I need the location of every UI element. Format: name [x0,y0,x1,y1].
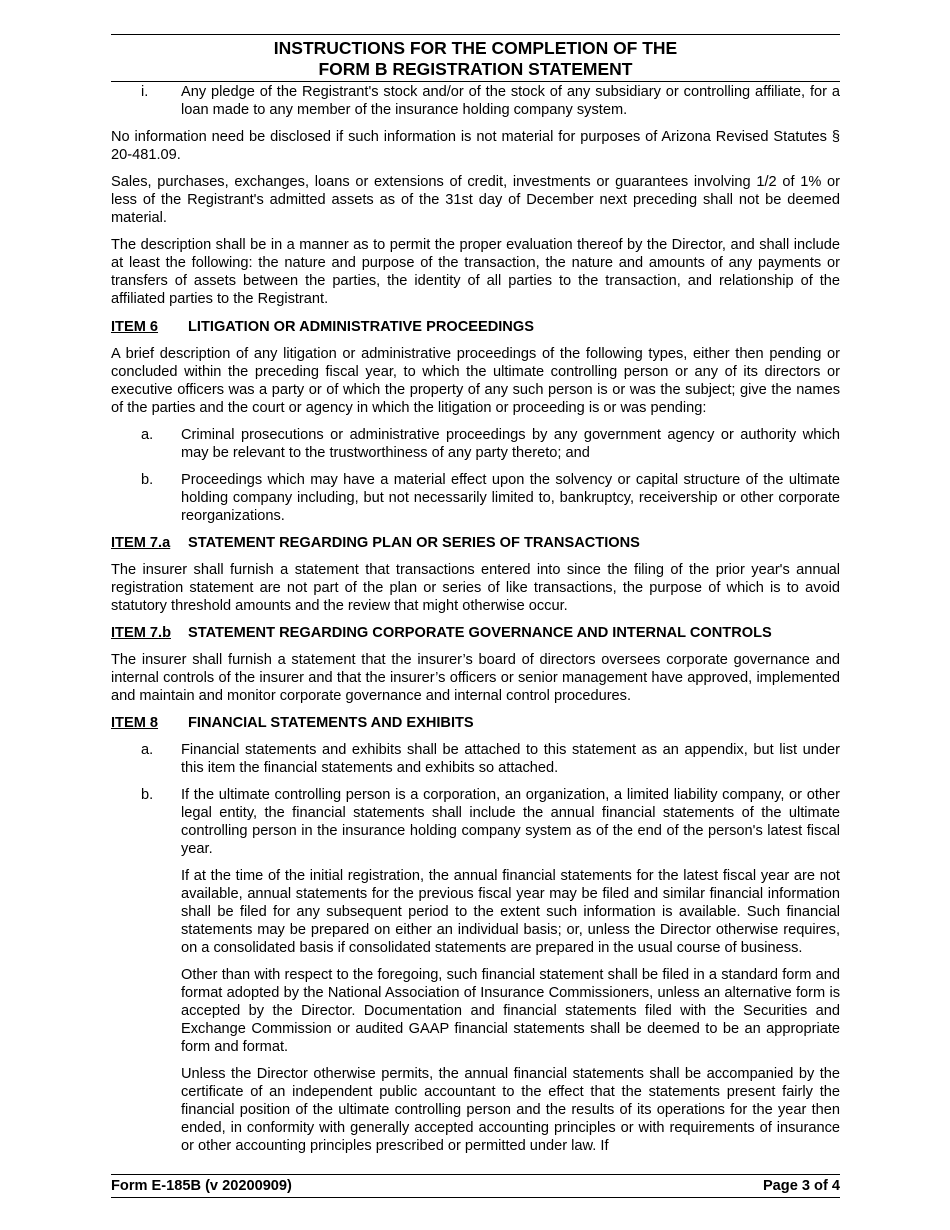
item-title: LITIGATION OR ADMINISTRATIVE PROCEEDINGS [188,319,534,335]
item8-list-item-b [111,786,840,858]
list-label: b. [141,472,154,488]
item7a-heading [111,534,840,552]
form-id: Form E-185B (v 20200909) [111,1178,292,1194]
item6-list-item-a [111,426,840,462]
document-page [111,34,840,1155]
item-number: ITEM 7.b [111,625,171,641]
item8-list-item-a [111,741,840,777]
item-title: FINANCIAL STATEMENTS AND EXHIBITS [188,715,474,731]
paragraph-description: The description shall be in a manner as to permit the proper evaluation thereof by the Director, and shall include at least the following: the nature and purpose of the transaction, the nature and amounts of any payments or transfers of assets between the parties, the identity of all parties to the transaction, and relationship of the affiliated parties to the Registrant. [111,237,840,307]
list-label: a. [141,742,154,758]
item-number: ITEM 8 [111,715,159,731]
list-text: Any pledge of the Registrant's stock and/or of the stock of any subsidiary or controlling affiliate, for a loan made to any member of the insurance holding company system. [181,84,840,118]
title-line-2: FORM B REGISTRATION STATEMENT [318,59,633,79]
header-bottom-rule [111,81,840,82]
list-label: b. [141,787,154,803]
list-text: If the ultimate controlling person is a corporation, an organization, a limited liability company, or other legal entity, the financial statements shall include the annual financial statements of the ultimate controlling person in the insurance holding company system as of the end of the person's latest fiscal year. [181,787,840,857]
item7b-heading [111,624,840,642]
paragraph-sales: Sales, purchases, exchanges, loans or extensions of credit, investments or guarantees involving 1/2 of 1% or less of the Registrant's admitted assets as of the 31st day of December next preceding shall not be deemed material. [111,174,840,226]
list-text: Proceedings which may have a material effect upon the solvency or capital structure of the ultimate holding company including, but not necessarily limited to, bankruptcy, receivership or other corporate reorganizations. [181,472,840,524]
list-label: i. [141,84,149,100]
item8-b-paragraph-3: Other than with respect to the foregoing, such financial statement shall be filed in a standard form and format adopted by the National Association of Insurance Commissioners, unless an alternative form is accepted by the Director. Documentation and financial statements filed with the Securities and Exchange Commission or audited GAAP financial statements shall be deemed to be an appropriate form and format. [181,967,840,1055]
item8-b-paragraph-2: If at the time of the initial registration, the annual financial statements for the latest fiscal year are not available, annual statements for the previous fiscal year may be filed and similar financial information shall be filed for any subsequent period to the extent such information is available. Such financial statements may be prepared on either an individual basis; or, unless the Director otherwise requires, on a consolidated basis if consolidated statements are prepared in the usual course of business. [181,868,840,956]
item-number: ITEM 6 [111,319,159,335]
title-line-1: INSTRUCTIONS FOR THE COMPLETION OF THE [273,38,678,58]
list-text: Criminal prosecutions or administrative proceedings by any government agency or authority which may be relevant to the trustworthiness of any party thereto; and [181,427,840,461]
item6-heading [111,318,840,336]
list-text: Financial statements and exhibits shall be attached to this statement as an appendix, but list under this item the financial statements and exhibits so attached. [181,742,840,776]
paragraph-no-info: No information need be disclosed if such information is not material for purposes of Arizona Revised Statutes § 20-481.09. [111,129,840,163]
item6-intro: A brief description of any litigation or administrative proceedings of the following types, either then pending or concluded within the preceding fiscal year, to which the ultimate controlling person or any of its directors or executive officers was a party or of which the property of any such person is or was the subject; give the names of the parties and the court or agency in which the litigation or proceeding is or was pending: [111,346,840,416]
item6-list-item-b [111,471,840,525]
item-number: ITEM 7.a [111,535,171,551]
item-title: STATEMENT REGARDING PLAN OR SERIES OF TRANSACTIONS [188,535,640,551]
item7b-text: The insurer shall furnish a statement that the insurer’s board of directors oversees corporate governance and internal controls of the insurer and that the insurer’s officers or senior management have approved, implemented and maintain and monitor corporate governance and internal control procedures. [111,652,840,704]
item7a-text: The insurer shall furnish a statement that transactions entered into since the filing of the prior year's annual registration statement are not part of the plan or series of like transactions, the purpose of which is to avoid statutory threshold amounts and the review that might otherwise occur. [111,562,840,614]
page-footer [111,1174,840,1198]
item8-heading [111,714,840,732]
item8-b-paragraph-4: Unless the Director otherwise permits, the annual financial statements shall be accompanied by the certificate of an independent public accountant to the effect that the statements present fairly the financial position of the ultimate controlling person and the results of its operations for the year then ended, in conformity with generally accepted accounting principles or with requirements of insurance or other accounting principles prescribed or permitted under law. If [181,1066,840,1154]
page-title [111,35,840,81]
list-item-i [111,83,840,119]
footer-bottom-rule [111,1197,840,1198]
list-label: a. [141,427,154,443]
item-title: STATEMENT REGARDING CORPORATE GOVERNANCE AND INTERNAL CONTROLS [188,625,772,641]
page-number: Page 3 of 4 [762,1178,840,1194]
footer-row [111,1175,840,1197]
